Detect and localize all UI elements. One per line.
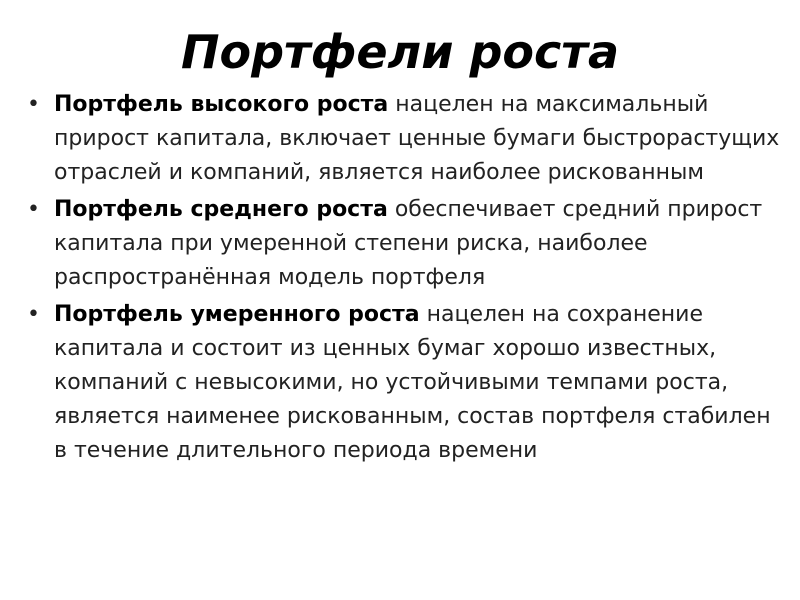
bullet-term: Портфель среднего роста — [54, 197, 388, 222]
bullet-term: Портфель умеренного роста — [54, 302, 420, 327]
bullet-text: нацелен на сохранение капитала и состоит из ценных бумаг хорошо известных, компаний с невысокими, но устойчивыми темпами роста, является наименее рискованным, состав портфеля стабилен в течение длительного периода времени — [54, 302, 771, 463]
bullet-text: нацелен на максимальный прирост капитала, включает ценные бумаги быстрорастущих отраслей и компаний, является наиболее рискованным — [54, 92, 780, 185]
bullet-item-high-growth — [0, 88, 800, 190]
bullet-marker: • — [27, 197, 40, 222]
slide-title: Портфели роста — [181, 25, 619, 79]
bullet-list — [0, 88, 800, 471]
bullet-item-medium-growth — [0, 193, 800, 295]
bullet-item-moderate-growth — [0, 298, 800, 468]
bullet-marker: • — [27, 302, 40, 327]
bullet-marker: • — [27, 92, 40, 117]
bullet-text: обеспечивает средний прирост капитала при умеренной степени риска, наиболее распространённая модель портфеля — [54, 197, 763, 290]
bullet-term: Портфель высокого роста — [54, 92, 389, 117]
